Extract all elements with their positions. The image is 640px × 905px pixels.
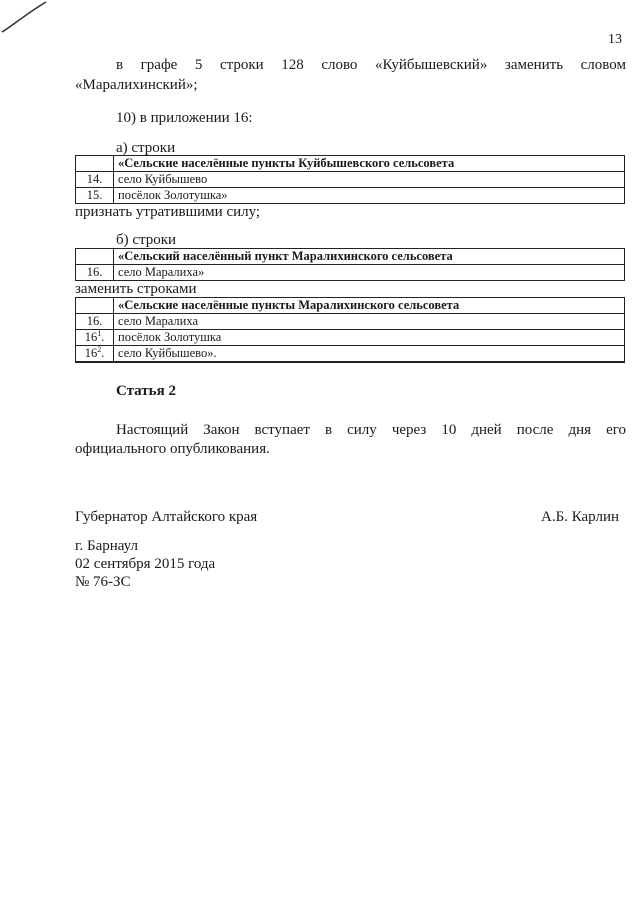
row-number-sup: 2 (97, 344, 102, 354)
word: дней (471, 422, 502, 438)
table-row (76, 172, 625, 188)
footer-city: г. Барнаул (75, 538, 138, 554)
table-row (76, 265, 625, 281)
table-row (76, 330, 625, 346)
word: Закон (203, 422, 240, 438)
row-number-sup: 1 (97, 328, 102, 338)
row-text: посёлок Золотушка» (114, 188, 625, 204)
scan-mark-stroke (0, 0, 55, 40)
word: в (324, 422, 333, 438)
row-text: село Маралиха (114, 314, 625, 330)
row-number (76, 330, 114, 346)
paragraph-1-line-1 (116, 57, 626, 74)
row-text: село Куйбышево (114, 172, 625, 188)
table-row (76, 346, 625, 363)
row-number (76, 314, 114, 330)
item-10-heading: 10) в приложении 16: (116, 110, 253, 126)
row-number (76, 156, 114, 172)
word: вступает (254, 422, 310, 438)
section-a-after: признать утратившими силу; (75, 204, 261, 220)
word: графе (140, 57, 178, 73)
word: словом (580, 57, 626, 73)
word: после (516, 422, 554, 438)
word: «Куйбышевский» (375, 57, 488, 73)
word: слово (321, 57, 358, 73)
word: заменить (504, 57, 564, 73)
table-row (76, 314, 625, 330)
word: Настоящий (116, 422, 189, 438)
word: 10 (441, 422, 457, 438)
table-row (76, 188, 625, 204)
row-number-main: 16 (84, 330, 98, 344)
word: строки (219, 57, 264, 73)
word: через (391, 422, 427, 438)
row-number-dot: . (101, 346, 105, 360)
section-b-after: заменить строками (75, 281, 197, 297)
row-text: «Сельский населённый пункт Маралихинского сельсовета (114, 249, 625, 265)
row-number: 14. (76, 172, 114, 188)
section-a-table (75, 155, 625, 204)
signature-name: А.Б. Карлин (541, 509, 620, 525)
article-line-2: официального опубликования. (75, 441, 270, 457)
row-number (76, 298, 114, 314)
row-text: посёлок Золотушка (114, 330, 625, 346)
signature-position: Губернатор Алтайского края (75, 509, 258, 525)
row-number-main: 16 (84, 346, 98, 360)
article-title: Статья 2 (116, 383, 176, 399)
row-number-dot: . (101, 330, 105, 344)
section-a-label: а) строки (116, 140, 176, 156)
table-row (76, 249, 625, 265)
page-number: 13 (608, 32, 622, 47)
word: 5 (194, 57, 203, 73)
row-number-main: 16. (86, 314, 103, 328)
row-number: 15. (76, 188, 114, 204)
word: его (606, 422, 626, 438)
word: дня (568, 422, 592, 438)
paragraph-1-line-2: «Маралихинский»; (75, 77, 198, 93)
article-line-1 (116, 422, 626, 439)
row-text: «Сельские населённые пункты Куйбышевского сельсовета (114, 156, 625, 172)
footer-number: № 76-ЗС (75, 574, 131, 590)
section-b-table (75, 248, 625, 281)
table-row (76, 298, 625, 314)
word: в (116, 57, 124, 73)
row-text: село Куйбышево». (114, 346, 625, 363)
row-text: село Маралиха» (114, 265, 625, 281)
replacement-table (75, 297, 625, 363)
row-text: «Сельские населённые пункты Маралихинского сельсовета (114, 298, 625, 314)
row-number (76, 249, 114, 265)
table-row (76, 156, 625, 172)
word: 128 (281, 57, 304, 73)
section-b-label: б) строки (116, 232, 177, 248)
footer-date: 02 сентября 2015 года (75, 556, 216, 572)
row-number (76, 346, 114, 363)
row-number: 16. (76, 265, 114, 281)
word: силу (347, 422, 377, 438)
